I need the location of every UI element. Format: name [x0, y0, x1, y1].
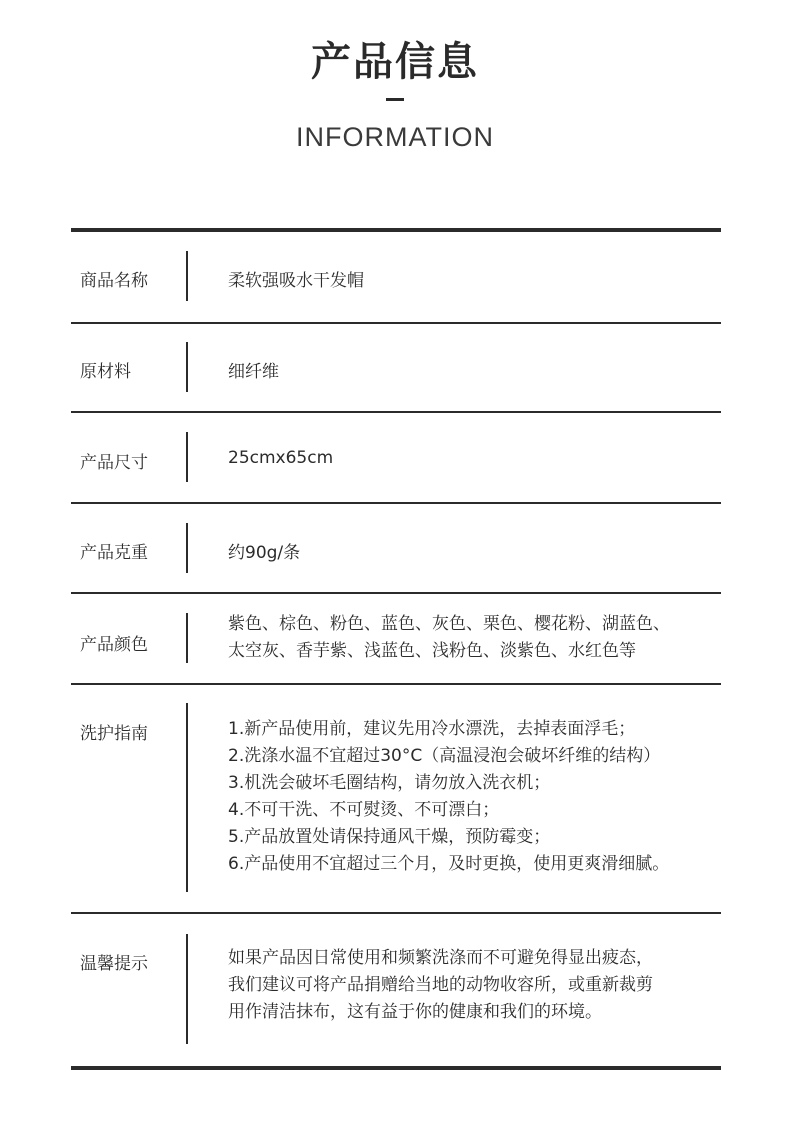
table-bottom-rule: [71, 1066, 721, 1070]
label-separator: [186, 523, 188, 573]
page-subtitle: INFORMATION: [296, 122, 494, 152]
text-line: 2.洗涤水温不宜超过30°C（高温浸泡会破坏纤维的结构）: [228, 746, 661, 766]
row-divider: [71, 411, 721, 413]
text-line: 1.新产品使用前，建议先用冷水漂洗，去掉表面浮毛；: [228, 719, 636, 739]
row-value-lines: [228, 945, 653, 1026]
label-separator: [186, 432, 188, 482]
row-value: 细纤维: [228, 362, 279, 382]
row-label: 原材料: [80, 362, 131, 382]
row-label: 产品尺寸: [80, 453, 148, 473]
row-value: 约90g/条: [228, 543, 301, 563]
text-line: 我们建议可将产品捐赠给当地的动物收容所，或重新裁剪: [228, 975, 653, 995]
label-separator: [186, 934, 188, 1044]
title-divider: [386, 98, 404, 101]
text-line: 太空灰、香芋紫、浅蓝色、浅粉色、淡紫色、水红色等: [228, 641, 636, 661]
text-line: 如果产品因日常使用和频繁洗涤而不可避免得显出疲态，: [228, 948, 653, 968]
row-divider: [71, 322, 721, 324]
row-label: 商品名称: [80, 271, 148, 291]
label-separator: [186, 703, 188, 892]
label-separator: [186, 251, 188, 301]
text-line: 6.产品使用不宜超过三个月，及时更换，使用更爽滑细腻。: [228, 854, 670, 874]
row-label: 洗护指南: [80, 724, 148, 744]
row-label: 产品克重: [80, 543, 148, 563]
row-label: 温馨提示: [80, 954, 148, 974]
row-value: 柔软强吸水干发帽: [228, 271, 364, 291]
row-value-lines: [228, 611, 670, 665]
row-divider: [71, 912, 721, 914]
text-line: 4.不可干洗、不可熨烫、不可漂白；: [228, 800, 500, 820]
page-title: 产品信息: [311, 39, 479, 85]
table-top-rule: [71, 228, 721, 232]
text-line: 5.产品放置处请保持通风干燥，预防霉变；: [228, 827, 551, 847]
row-label: 产品颜色: [80, 635, 148, 655]
label-separator: [186, 613, 188, 663]
text-line: 紫色、棕色、粉色、蓝色、灰色、栗色、樱花粉、湖蓝色、: [228, 614, 670, 634]
text-line: 用作清洁抹布，这有益于你的健康和我们的环境。: [228, 1002, 602, 1022]
row-divider: [71, 592, 721, 594]
text-line: 3.机洗会破坏毛圈结构，请勿放入洗衣机；: [228, 773, 551, 793]
row-value: 25cmx65cm: [228, 448, 334, 468]
label-separator: [186, 342, 188, 392]
row-value-lines: [228, 716, 669, 878]
row-divider: [71, 502, 721, 504]
row-divider: [71, 683, 721, 685]
